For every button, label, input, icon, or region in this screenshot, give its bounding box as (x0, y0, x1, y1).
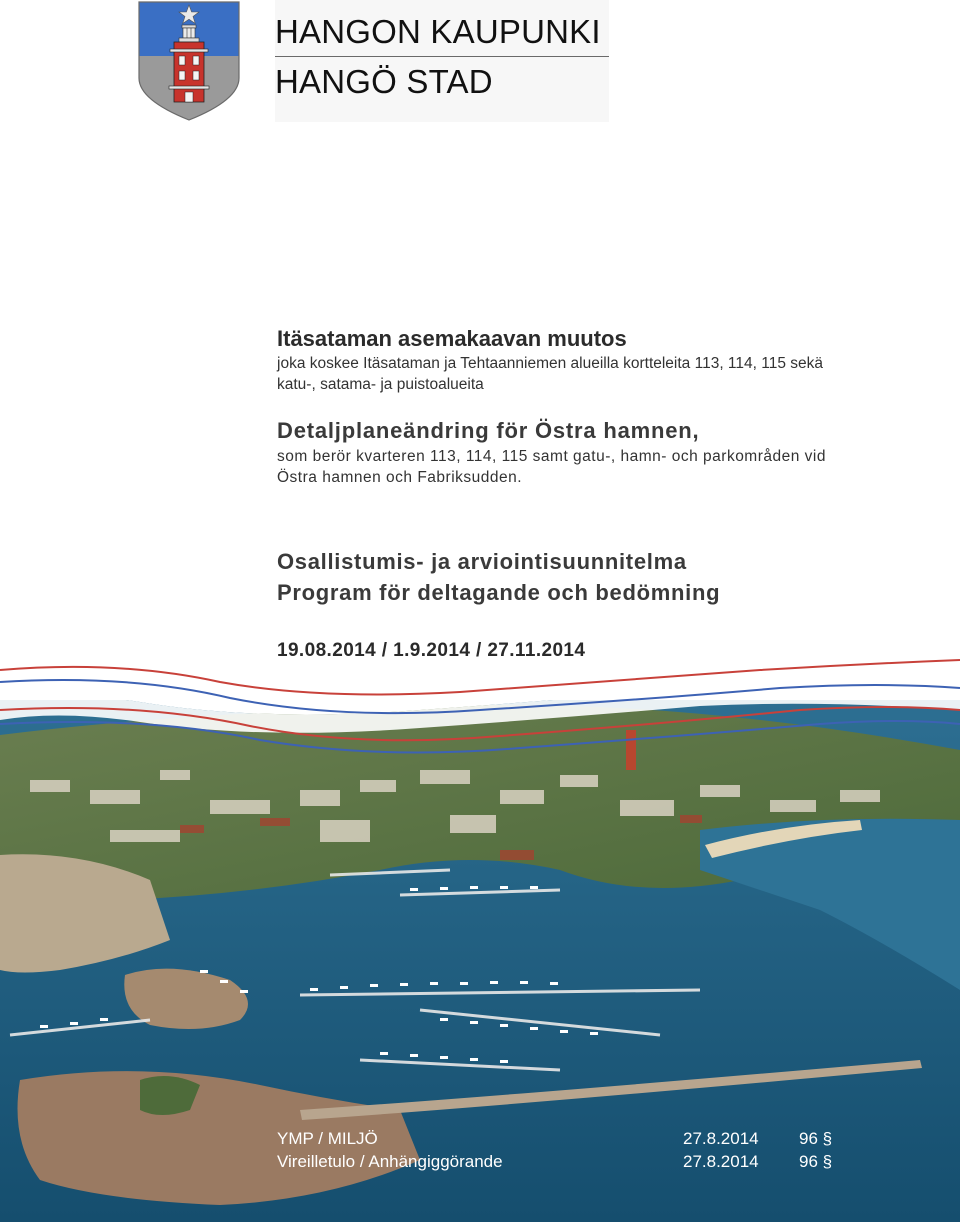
org-name-finnish: HANGON KAUPUNKI (275, 13, 601, 50)
footer-date: 27.8.2014 (683, 1129, 759, 1148)
document-dates: 19.08.2014 / 1.9.2014 / 27.11.2014 (277, 640, 586, 661)
footer-label: YMP / MILJÖ (277, 1129, 378, 1148)
footer-date: 27.8.2014 (683, 1152, 759, 1171)
title-finnish: Itäsataman asemakaavan muutos (277, 326, 627, 351)
organization-name (275, 0, 609, 122)
org-name-swedish: HANGÖ STAD (275, 63, 493, 100)
document-type-finnish: Osallistumis- ja arviointisuunnitelma (277, 549, 687, 574)
footer-section: 96 § (799, 1152, 833, 1171)
subtitle-swedish: som berör kvarteren 113, 114, 115 samt gatu-, hamn- och parkområden vid Östra hamnen och Fabriksudden. (277, 448, 826, 486)
page-header (137, 0, 609, 122)
title-swedish: Detaljplaneändring för Östra hamnen, (277, 418, 700, 443)
lighthouse-crest-icon (137, 0, 241, 122)
footer-section: 96 § (799, 1129, 833, 1148)
footer-label: Vireilletulo / Anhängiggörande (277, 1152, 503, 1171)
document-type-swedish: Program för deltagande och bedömning (277, 580, 721, 605)
subtitle-finnish: joka koskee Itäsataman ja Tehtaanniemen alueilla kortteleita 113, 114, 115 sekä katu-, satama- ja puistoalueita (277, 355, 824, 393)
org-name-divider (275, 56, 609, 57)
